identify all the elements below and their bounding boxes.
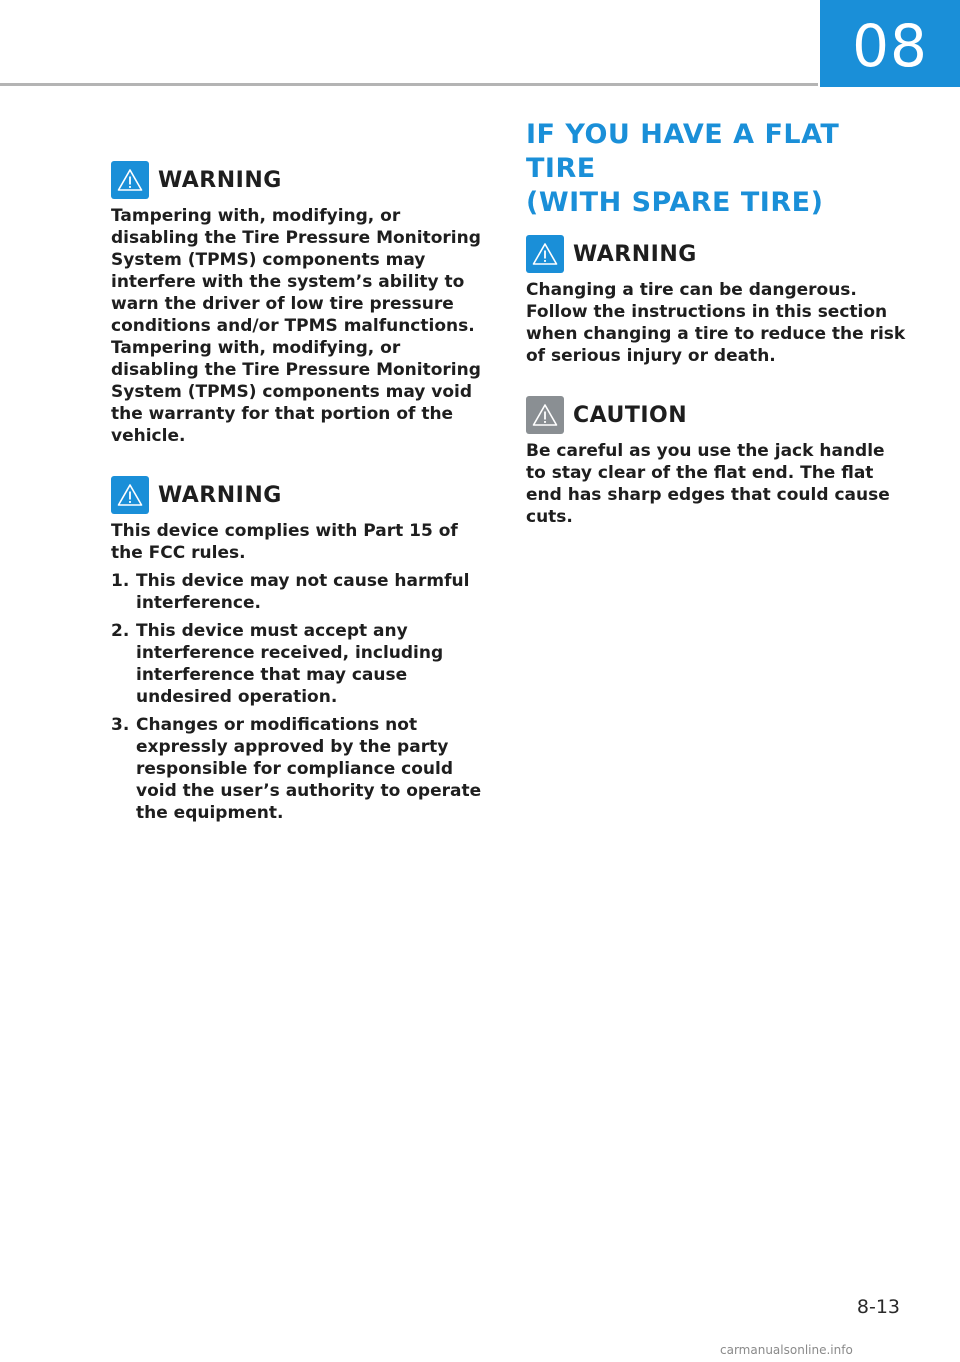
page-number: 8-13 — [856, 1296, 900, 1318]
numbered-list — [111, 570, 491, 824]
notice-body — [111, 520, 491, 824]
notice-title: WARNING — [158, 482, 282, 508]
list-item-number: 3. — [111, 715, 130, 735]
warning-notice-fcc — [111, 475, 491, 824]
notice-header — [111, 475, 491, 515]
warning-triangle-icon — [526, 235, 564, 273]
notice-paragraph: Be careful as you use the jack handle to stay clear of the flat end. The flat end has sharp edges that could cause cuts. — [526, 441, 890, 527]
left-column — [111, 160, 491, 852]
notice-header — [526, 395, 906, 435]
notice-title: WARNING — [158, 167, 282, 193]
warning-notice-tpms — [111, 160, 491, 447]
notice-body — [526, 440, 906, 528]
notice-title: CAUTION — [573, 402, 688, 428]
notice-header — [526, 234, 906, 274]
warning-triangle-icon — [526, 396, 564, 434]
caution-notice-jack — [526, 395, 906, 528]
notice-paragraph: This device complies with Part 15 of the FCC rules. — [111, 521, 458, 563]
chapter-tab: 08 — [820, 0, 960, 87]
warning-notice-tire-change — [526, 234, 906, 367]
list-item-text: This device may not cause harmful interference. — [136, 571, 470, 613]
right-column — [526, 118, 906, 556]
header-rule — [0, 83, 818, 86]
list-item — [111, 714, 491, 824]
notice-body — [526, 279, 906, 367]
list-item-number: 2. — [111, 621, 130, 641]
list-item-text: Changes or modifications not expressly approved by the party responsible for compliance could void the user’s authority to operate the equipment. — [136, 715, 482, 823]
notice-title: WARNING — [573, 241, 697, 267]
notice-body — [111, 205, 491, 447]
section-heading-line: (WITH SPARE TIRE) — [526, 187, 824, 218]
list-item-number: 1. — [111, 571, 130, 591]
list-item-text: This device must accept any interference received, including interference that may cause undesired operation. — [136, 621, 444, 707]
list-item — [111, 570, 491, 614]
watermark-text: carmanualsonline.info — [720, 1343, 853, 1357]
notice-paragraph: Tampering with, modifying, or disabling the Tire Pressure Monitoring System (TPMS) components may interfere with the system’s ability to warn the driver of low tire pressure conditions and/or TPMS malfunctions. Tampering with, modifying, or disabling the Tire Pressure Monitoring System (TPMS) components may void the warranty for that portion of the vehicle. — [111, 206, 481, 446]
list-item — [111, 620, 491, 708]
section-heading — [526, 118, 906, 220]
notice-header — [111, 160, 491, 200]
warning-triangle-icon — [111, 161, 149, 199]
notice-paragraph: Changing a tire can be dangerous. Follow the instructions in this section when changing a tire to reduce the risk of serious injury or death. — [526, 280, 906, 366]
section-heading-line: IF YOU HAVE A FLAT TIRE — [526, 119, 840, 184]
warning-triangle-icon — [111, 476, 149, 514]
